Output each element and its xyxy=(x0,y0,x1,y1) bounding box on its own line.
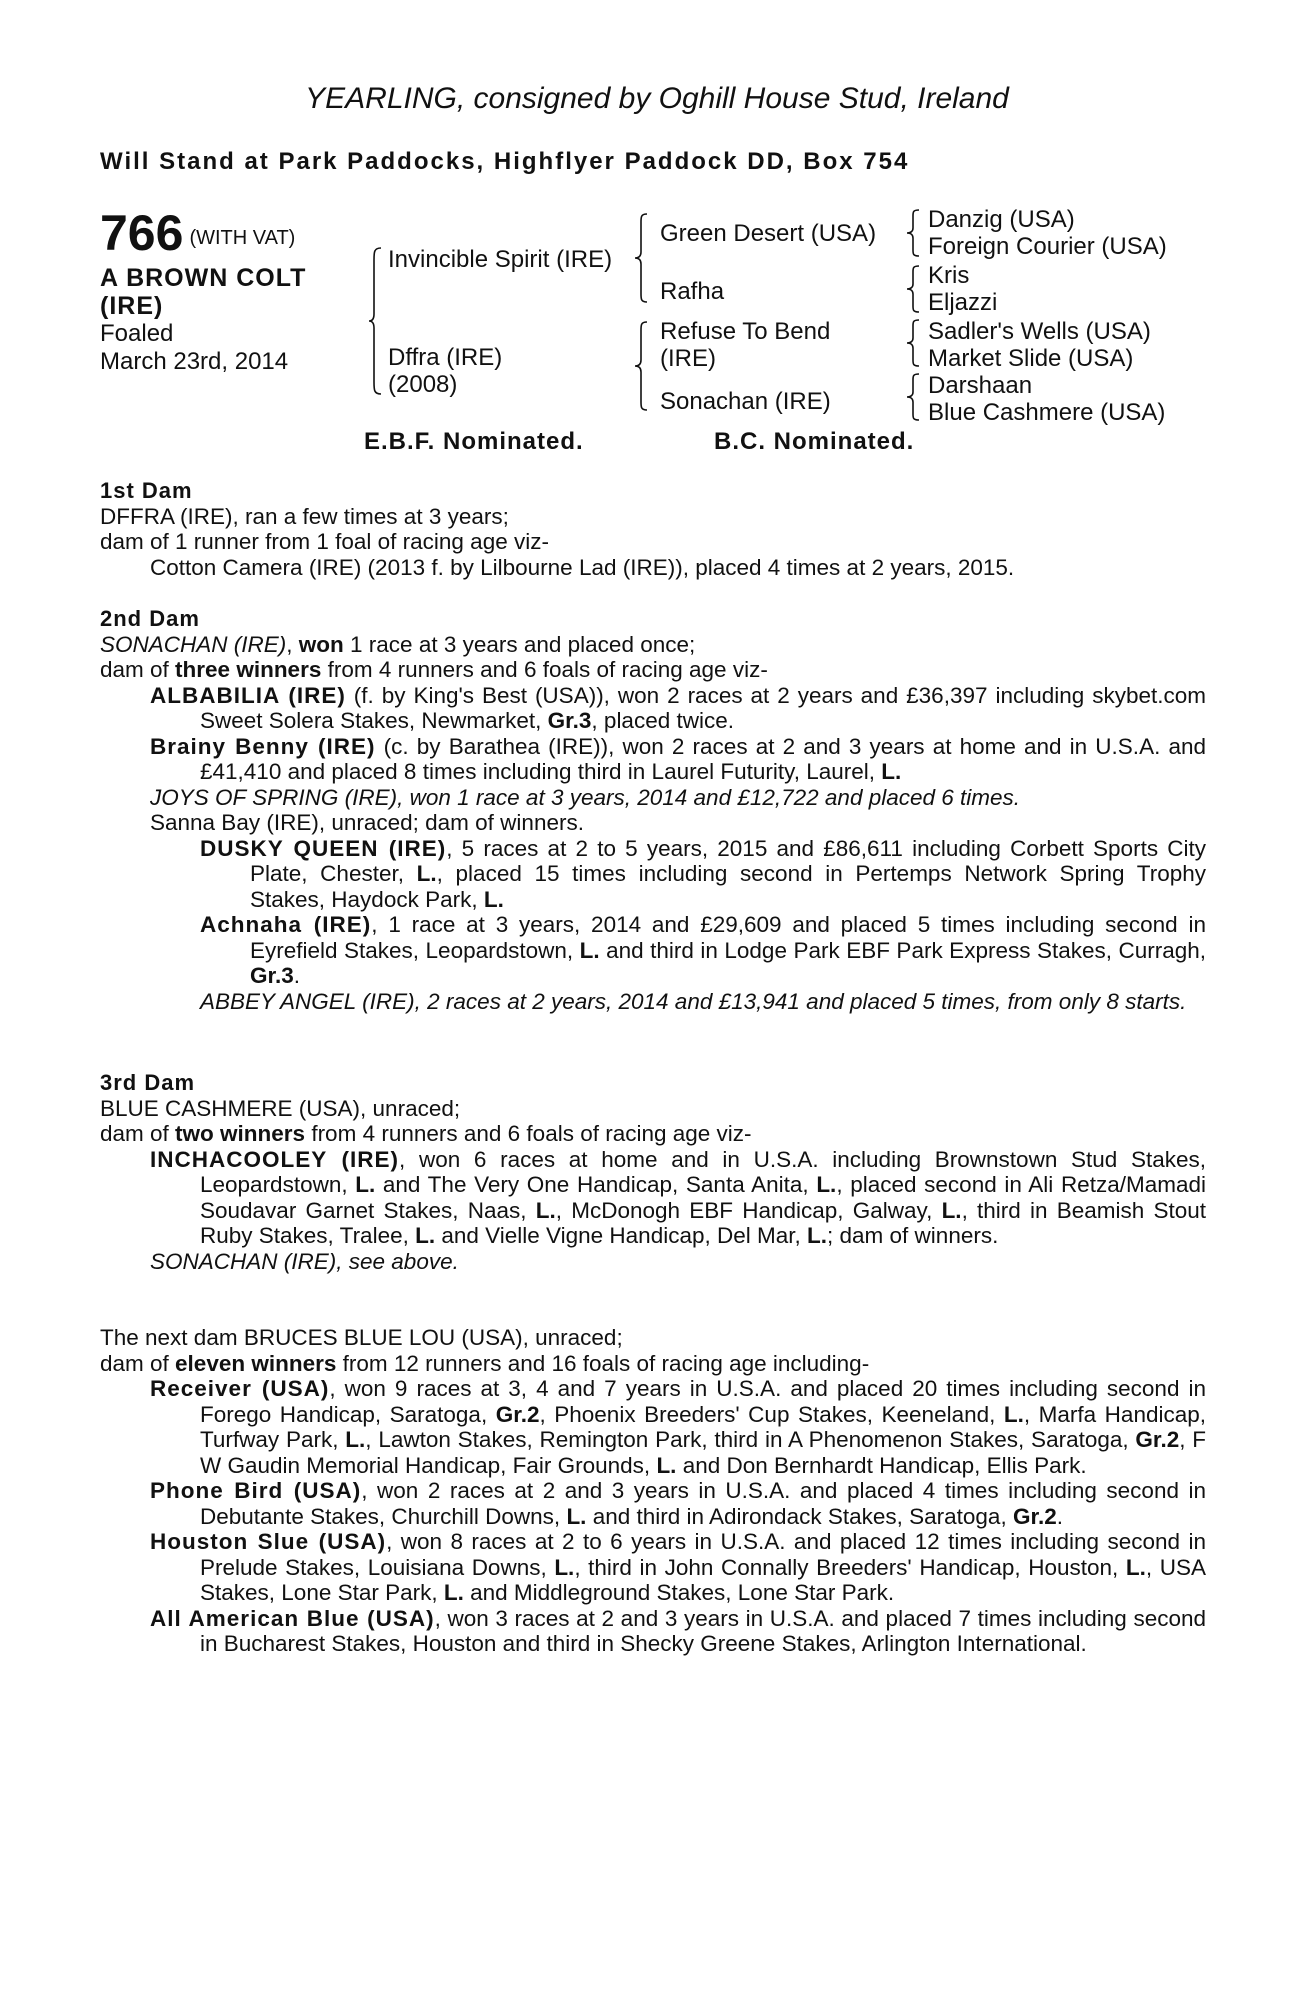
pedigree-brace-ggp3 xyxy=(906,318,922,368)
grandproduce-achnaha: Achnaha (IRE), 1 race at 3 years, 2014 and £29,609 and placed 5 times including second in Eyrefield Stakes, Leopardstown, L. and third in Lodge Park EBF Park Express Stakes, Curragh, Gr.3. xyxy=(200,912,1206,988)
ggp-sadlers-wells: Sadler's Wells (USA) xyxy=(928,318,1151,345)
grandproduce-abbey-angel: ABBEY ANGEL (IRE), 2 races at 2 years, 2014 and £13,941 and placed 5 times, from only 8 starts. xyxy=(200,988,1187,1014)
foaled-date: March 23rd, 2014 xyxy=(100,348,289,375)
pedigree-dam-sire-line1: Refuse To Bend xyxy=(660,318,831,345)
pedigree-brace-ggp2 xyxy=(906,264,922,314)
ggp-blue-cashmere: Blue Cashmere (USA) xyxy=(928,399,1166,426)
horse-phone-bird: Phone Bird (USA) xyxy=(150,1478,362,1503)
pedigree-brace-sire xyxy=(634,212,650,304)
vat-note: (WITH VAT) xyxy=(189,227,296,249)
produce-houston-slue: Houston Slue (USA), won 8 races at 2 to 6 years in U.S.A. and placed 12 times including second in Prelude Stakes, Louisiana Downs, L., third in John Connally Breeders' Handicap, Houston, L., USA Stakes, Lone Star Park, L. and Middleground Stakes, Lone Star Park. xyxy=(150,1529,1206,1605)
first-dam-line2: dam of 1 runner from 1 foal of racing age viz- xyxy=(100,529,549,554)
consignor-subtitle: YEARLING, consigned by Oghill House Stud, Ireland xyxy=(305,82,1009,115)
horse-dusky-queen: DUSKY QUEEN (IRE) xyxy=(200,835,447,861)
produce-phone-bird: Phone Bird (USA), won 2 races at 2 and 3 years in U.S.A. and placed 4 times including second in Debutante Stakes, Churchill Downs, L. and third in Adirondack Stakes, Saratoga, Gr.2. xyxy=(150,1478,1206,1529)
ggp-eljazzi: Eljazzi xyxy=(928,289,998,316)
produce-joys-of-spring: JOYS OF SPRING (IRE), won 1 race at 3 years, 2014 and £12,722 and placed 6 times. xyxy=(150,784,1021,810)
pedigree-dam-dam: Sonachan (IRE) xyxy=(660,388,831,415)
bc-nomination: B.C. Nominated. xyxy=(714,428,915,455)
second-dam-summary: dam of three winners from 4 runners and 6 foals of racing age viz- xyxy=(100,657,768,682)
second-dam-name: SONACHAN (IRE) xyxy=(100,631,287,657)
third-dam-heading: 3rd Dam xyxy=(100,1070,196,1095)
pedigree-brace-ggp4 xyxy=(906,372,922,422)
lot-description xyxy=(100,264,306,320)
foaled-info xyxy=(100,320,288,376)
third-dam-section xyxy=(100,1070,1206,1274)
second-dam-section xyxy=(100,606,1206,1014)
first-dam-section xyxy=(100,478,1206,580)
produce-albabilia: ALBABILIA (IRE) (f. by King's Best (USA)), won 2 races at 2 years and £36,397 including skybet.com Sweet Solera Stakes, Newmarket, Gr.3, placed twice. xyxy=(150,682,1206,733)
pedigree-brace-main xyxy=(368,246,384,396)
grandproduce-dusky-queen: DUSKY QUEEN (IRE), 5 races at 2 to 5 years, 2015 and £86,611 including Corbett Sports City Plate, Chester, L., placed 15 times including second in Pertemps Network Spring Trophy Stakes, Haydock Park, L. xyxy=(200,835,1206,912)
lot-description-line2: (IRE) xyxy=(100,292,164,320)
produce-receiver: Receiver (USA), won 9 races at 3, 4 and 7 years in U.S.A. and placed 20 times including second in Forego Handicap, Saratoga, Gr.2, Phoenix Breeders' Cup Stakes, Keeneland, L., Marfa Handicap, Turfway Park, L., Lawton Stakes, Remington Park, third in A Phenomenon Stakes, Saratoga, Gr.2, F W Gaudin Memorial Handicap, Fair Grounds, L. and Don Bernhardt Handicap, Ellis Park. xyxy=(150,1376,1206,1478)
ebf-nomination: E.B.F. Nominated. xyxy=(364,428,584,455)
next-dam-section xyxy=(100,1325,1206,1657)
produce-sanna-bay: Sanna Bay (IRE), unraced; dam of winners. xyxy=(150,810,584,835)
next-dam-summary: dam of eleven winners from 12 runners and 16 foals of racing age including- xyxy=(100,1350,870,1376)
second-dam-won: won xyxy=(298,631,344,657)
third-dam-summary: dam of two winners from 4 runners and 6 foals of racing age viz- xyxy=(100,1121,752,1146)
lot-number xyxy=(100,205,296,261)
next-dam-line1: The next dam BRUCES BLUE LOU (USA), unraced; xyxy=(100,1325,623,1350)
horse-houston-slue: Houston Slue (USA) xyxy=(150,1529,387,1554)
horse-achnaha: Achnaha (IRE) xyxy=(200,912,372,937)
pedigree-dam-sire xyxy=(660,318,830,372)
produce-all-american-blue: All American Blue (USA), won 3 races at 2 and 3 years in U.S.A. and placed 7 times including second in Bucharest Stakes, Houston and third in Shecky Greene Stakes, Arlington International. xyxy=(150,1605,1206,1656)
second-dam-line1: SONACHAN (IRE), won 1 race at 3 years and placed once; xyxy=(100,631,696,657)
pedigree-dam-line1: Dffra (IRE) xyxy=(388,344,503,371)
first-dam-line1: DFFRA (IRE), ran a few times at 3 years; xyxy=(100,503,509,529)
produce-sonachan: SONACHAN (IRE), see above. xyxy=(150,1248,459,1274)
horse-albabilia: ALBABILIA (IRE) xyxy=(150,682,346,708)
lot-description-line1: A BROWN COLT xyxy=(100,264,307,292)
horse-inchacooley: INCHACOOLEY (IRE) xyxy=(150,1146,400,1172)
lot-number-value: 766 xyxy=(100,205,184,261)
ggp-kris: Kris xyxy=(928,262,970,289)
ggp-darshaan: Darshaan xyxy=(928,372,1033,399)
first-dam-produce: Cotton Camera (IRE) (2013 f. by Lilbourne Lad (IRE)), placed 4 times at 2 years, 2015. xyxy=(150,554,1015,580)
ggp-market-slide: Market Slide (USA) xyxy=(928,345,1134,372)
pedigree-brace-dam xyxy=(634,320,650,412)
produce-brainy-benny: Brainy Benny (IRE) (c. by Barathea (IRE)), won 2 races at 2 and 3 years at home and in U.S.A. and £41,410 and placed 8 times including third in Laurel Futurity, Laurel, L. xyxy=(150,733,1206,784)
pedigree-sire: Invincible Spirit (IRE) xyxy=(388,246,613,273)
second-dam-heading: 2nd Dam xyxy=(100,606,200,631)
pedigree-dam xyxy=(388,344,502,398)
horse-receiver: Receiver (USA) xyxy=(150,1376,330,1401)
ggp-foreign-courier: Foreign Courier (USA) xyxy=(928,233,1167,260)
third-dam-line1: BLUE CASHMERE (USA), unraced; xyxy=(100,1095,461,1121)
horse-brainy-benny: Brainy Benny (IRE) xyxy=(150,733,376,759)
ggp-danzig: Danzig (USA) xyxy=(928,206,1075,233)
first-dam-heading: 1st Dam xyxy=(100,478,193,503)
pedigree-dam-sire-line2: (IRE) xyxy=(660,345,716,372)
pedigree-sire-dam: Rafha xyxy=(660,278,725,305)
pedigree-dam-line2: (2008) xyxy=(388,371,458,398)
produce-inchacooley: INCHACOOLEY (IRE), won 6 races at home and in U.S.A. including Brownstown Stud Stakes, Leopardstown, L. and The Very One Handicap, Santa Anita, L., placed second in Ali Retza/Mamadi Soudavar Garnet Stakes, Naas, L., McDonogh EBF Handicap, Galway, L., third in Beamish Stout Ruby Stakes, Tralee, L. and Vielle Vigne Handicap, Del Mar, L.; dam of winners. xyxy=(150,1146,1207,1248)
foaled-label: Foaled xyxy=(100,320,174,347)
stable-location-heading: Will Stand at Park Paddocks, Highflyer Paddock DD, Box 754 xyxy=(100,148,910,175)
pedigree-sire-sire: Green Desert (USA) xyxy=(660,220,877,247)
pedigree-brace-ggp1 xyxy=(906,208,922,258)
horse-all-american-blue: All American Blue (USA) xyxy=(150,1605,435,1631)
